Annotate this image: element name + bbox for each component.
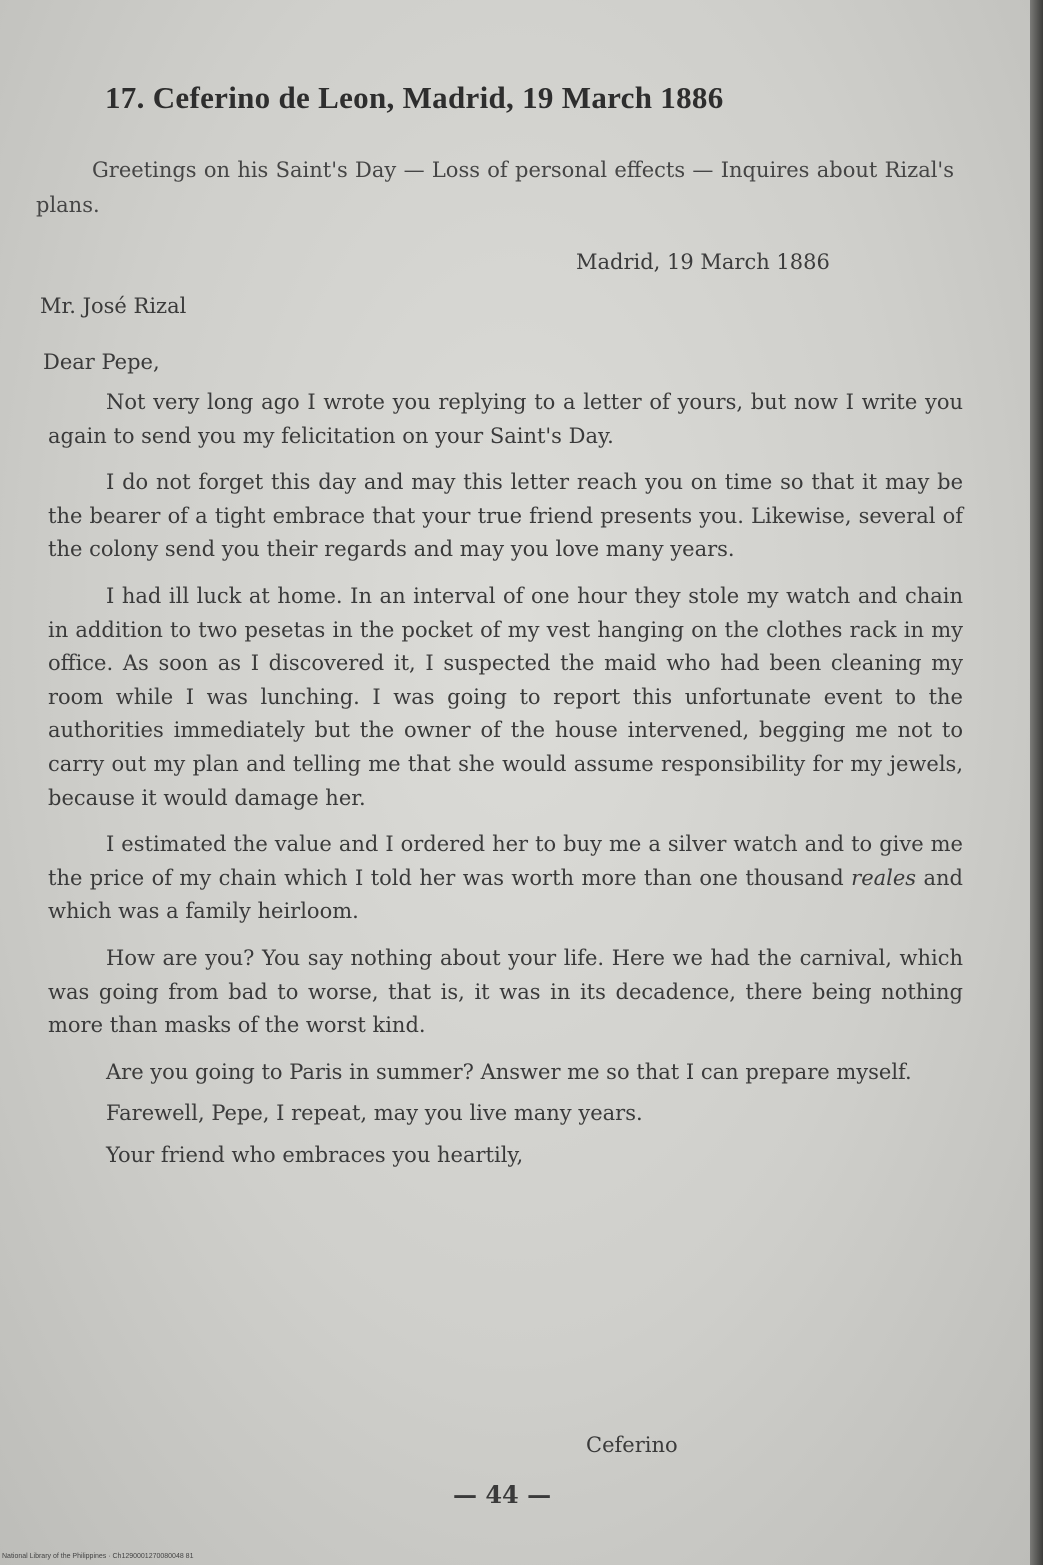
letter-addressee: Mr. José Rizal	[40, 294, 187, 318]
paragraph-closing: Your friend who embraces you heartily,	[106, 1142, 524, 1167]
letter-dateline: Madrid, 19 March 1886	[576, 250, 830, 274]
letter-summary: Greetings on his Saint's Day — Loss of personal effects — Inquires about Rizal's plans.	[36, 158, 954, 217]
letter-salutation: Dear Pepe,	[43, 350, 160, 374]
estimate-text-after: and which was a family heirloom.	[48, 865, 963, 924]
estimate-text-before: I estimated the value and I ordered her to buy me a silver watch and to give me the price of my chain which I told her was worth more than one thousand	[48, 832, 963, 890]
page-number: — 44 —	[453, 1480, 552, 1509]
paragraph-felicitation: Not very long ago I wrote you replying to a letter of yours, but now I write you again to send you my felicitation on your Saint's Day.	[48, 390, 963, 448]
page-edge-shadow	[1030, 0, 1043, 1565]
library-footer-note: National Library of the Philippines · Ch1290001270080048 81	[2, 1553, 194, 1560]
paragraph-farewell: Farewell, Pepe, I repeat, may you live many years.	[106, 1101, 643, 1126]
paragraph-paris: Are you going to Paris in summer? Answer me so that I can prepare myself.	[106, 1059, 912, 1084]
letter-body	[48, 386, 963, 1180]
letter-heading: 17. Ceferino de Leon, Madrid, 19 March 1886	[105, 80, 724, 115]
italic-word-reales: reales	[851, 865, 917, 890]
paragraph-estimate	[48, 828, 963, 929]
paragraph-carnival: How are you? You say nothing about your life. Here we had the carnival, which was going from bad to worse, that is, it was in its decadence, there being nothing more than masks of the worst kind.	[48, 945, 963, 1038]
paragraph-saints-day: I do not forget this day and may this letter reach you on time so that it may be the bearer of a tight embrace that your true friend presents you. Likewise, several of the colony send you their regards and may you love many years.	[48, 470, 963, 562]
letter-signature: Ceferino	[586, 1433, 678, 1457]
paragraph-theft: I had ill luck at home. In an interval of one hour they stole my watch and chain in addition to two pesetas in the pocket of my vest hanging on the clothes rack in my office. As soon as I discovered it, I suspected the maid who had been cleaning my room while I was lunching. I was going to report this unfortunate event to the authorities immediately but the owner of the house intervened, begging me not to carry out my plan and telling me that she would assume responsibility for my jewels, because it would damage her.	[48, 583, 963, 810]
